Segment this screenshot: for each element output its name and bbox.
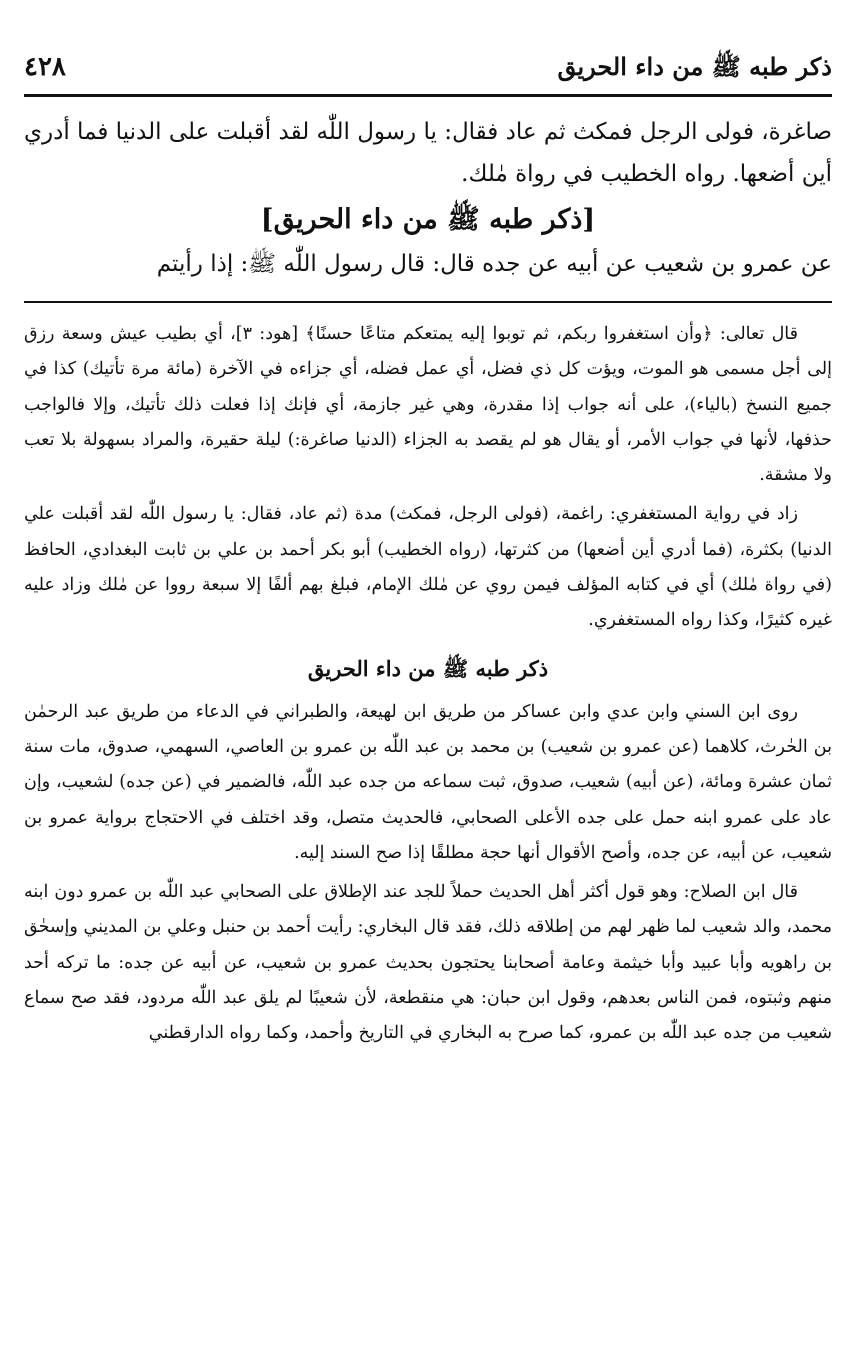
footnote-divider: [24, 301, 832, 303]
main-text: [24, 111, 832, 285]
commentary-paragraph: قال تعالى: ﴿وأن استغفروا ربكم، ثم توبوا إليه يمتعكم متاعًا حسنًا﴾ [هود: ٣]، أي بطيب عيش وسعة رزق إلى أجل مسمى هو الموت، ويؤت كل ذي فضل، أي عمل فضله، أي جزاءه في الآخرة (مائة مرة تأتيك) كذا في جميع النسخ (بالياء)، على أنه جواب إذا مقدرة، وهي غير جازمة، أي فإنك إذا فعلت ذلك تأتيك، وإلا فالواجب حذفها، لأنها في جواب الأمر، أو يقال هو لم يقصد به الجزاء (الدنيا صاغرة:) ليلة حقيرة، والمراد بسهولة بلا تعب ولا مشقة.: [24, 324, 832, 486]
page-number: ٤٢٨: [24, 52, 66, 82]
main-paragraph: صاغرة، فولى الرجل فمكث ثم عاد فقال: يا رسول اللّٰه لقد أقبلت على الدنيا فما أدري أين أضعها. رواه الخطيب في رواة مٰلك.: [24, 119, 832, 187]
section-title: [ذكر طبه ﷺ من داء الحريق]: [260, 204, 596, 235]
commentary-section-title: ذكر طبه ﷺ من داء الحريق: [307, 655, 549, 681]
book-page: [24, 40, 832, 1052]
commentary-paragraph: زاد في رواية المستغفري: راغمة، (فولى الرجل، فمكث) مدة (ثم عاد، فقال: يا رسول اللّٰه لقد أقبلت علي الدنيا) بكثرة، (فما أدري أين أضعها) من كثرتها، (رواه الخطيب) أبو بكر أحمد بن علي بن ثابت البغدادي، الحافظ (في رواة مٰلك) أي في كتابه المؤلف فيمن روي عن مٰلك الإمام، فبلغ بهم ألفًا إلا سبعة رووا عن مٰلك وزاد عليه غيره كثيرًا، وكذا رواه المستغفري.: [24, 504, 832, 631]
commentary-paragraph: روى ابن السني وابن عدي وابن عساكر من طريق ابن لهيعة، والطبراني في الدعاء من طريق عبد الرحمٰن بن الحٰرث، كلاهما (عن عمرو بن شعيب) بن محمد بن عبد اللّٰه بن عمرو بن العاصي، السهمي، صدوق، مات سنة ثمان عشرة ومائة، (عن أبيه) شعيب، صدوق، ثبت سماعه من جده عبد اللّٰه، فالضمير في (عن جده) لشعيب، وإن عاد على عمرو ابنه حمل على جده الأعلى الصحابي، فالحديث متصل، وقد اختلف في الاحتجاج برواية عمرو بن شعيب، عن أبيه، عن جده، وأصح الأقوال أنها حجة مطلقًا إذا صح السند إليه.: [24, 701, 832, 863]
main-paragraph: عن عمرو بن شعيب عن أبيه عن جده قال: قال رسول اللّٰه ﷺ: إذا رأيتم: [156, 251, 832, 277]
running-title: ذكر طبه ﷺ من داء الحريق: [557, 52, 832, 81]
commentary-paragraph: قال ابن الصلاح: وهو قول أكثر أهل الحديث حملاً للجد عند الإطلاق على الصحابي عبد اللّٰه بن عمرو دون ابنه محمد، والد شعيب لما ظهر لهم من إطلاقه ذلك، فقد قال البخاري: رأيت أحمد بن حنبل وعلي بن المديني وإسحٰق بن راهويه وأبا عبيد وأبا خيثمة وعامة أصحابنا يحتجون بحديث عمرو بن شعيب، عن أبيه عن جده: ما تركه أحد منهم وثبتوه، فمن الناس بعدهم، وقول ابن حبان: هي منقطعة، لأن شعيبًا لم يلق عبد اللّٰه مردود، فقد صح سماع شعيب من جده عبد اللّٰه بن عمرو، كما صرح به البخاري في التاريخ وأحمد، وكما رواه الدارقطني: [24, 882, 832, 1044]
commentary: [24, 317, 832, 1052]
running-header: [24, 40, 832, 97]
